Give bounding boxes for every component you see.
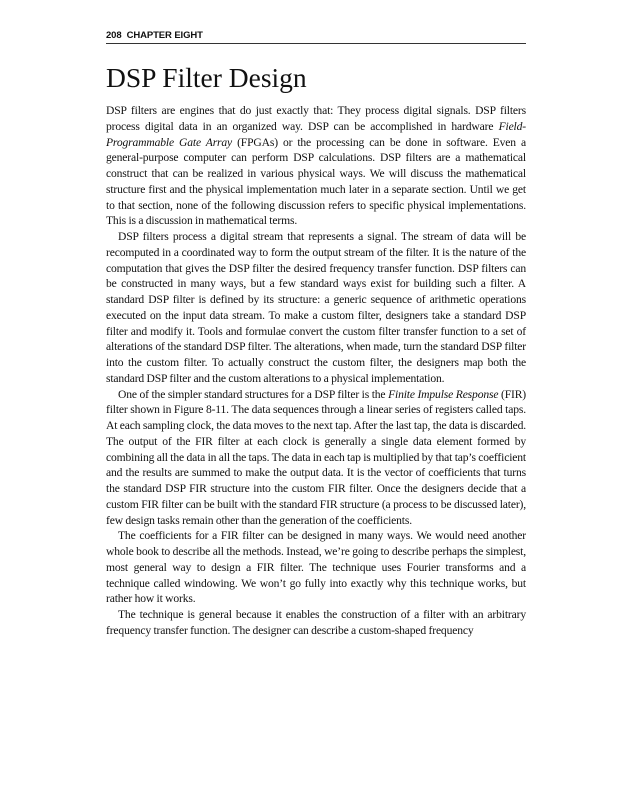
chapter-label: CHAPTER EIGHT	[126, 30, 203, 41]
paragraph-1: DSP filters are engines that do just exactly that: They process digital signals. DSP filters process digital data in an organized way. DSP can be accomplished in hardware Field-Programmable Gate Array (FPGAs) or the processing can be done in software. Even a general-purpose computer can perform DSP calculations. DSP filters are a mathematical construct that can be realized in various physical ways. We will discuss the mathematical structure first and the physical implementation much later in a separate section. Until we get to that section, none of the following discussion refers to specific physical implementations. This is a discussion in mathematical terms.	[106, 104, 526, 228]
paragraph-5: The technique is general because it enables the construction of a filter with an arbitrary frequency transfer function. The designer can describe a custom-shaped frequency	[106, 608, 526, 637]
section-title: DSP Filter Design	[106, 62, 307, 93]
body-text	[106, 103, 526, 639]
page-number: 208	[106, 30, 122, 41]
term-fpga: Field-Programmable Gate Array	[106, 119, 526, 149]
term-fir: Finite Impulse Response	[388, 387, 499, 401]
paragraph-2: DSP filters process a digital stream that represents a signal. The stream of data will be recomputed in a coordinated way to form the output stream of the filter. It is the nature of the computation that gives the DSP filter the desired frequency transfer function. DSP filters can be constructed in many ways, but a few standard ways exist for building such a filter. A standard DSP filter is defined by its structure: a generic sequence of arithmetic operations executed on the input data stream. To make a custom filter, designers take a standard DSP filter and modify it. Tools and formulae convert the custom filter transfer function to a set of alterations of the standard DSP filter. The alterations, when made, turn the standard DSP filter into the custom filter. To actually construct the custom filter, the designers map both the standard DSP filter and the custom alterations to a physical implementation.	[106, 230, 526, 385]
running-header	[106, 30, 526, 41]
paragraph-4: The coefficients for a FIR filter can be designed in many ways. We would need another whole book to describe all the methods. Instead, we’re going to describe perhaps the simplest, most general way to design a FIR filter. The technique uses Fourier transforms and a technique called windowing. We won’t go fully into exactly why this technique works, but rather how it works.	[106, 529, 526, 606]
paragraph-3: One of the simpler standard structures for a DSP filter is the Finite Impulse Response (FIR) filter shown in Figure 8-11. The data sequences through a linear series of registers called taps. At each sampling clock, the data moves to the next tap. After the last tap, the data is discarded. The output of the FIR filter at each clock is generally a single data element formed by combining all the data in all the taps. The data in each tap is multiplied by that tap’s coefficient and the results are summed to make the output data. It is the vector of coefficients that turns the standard DSP FIR structure into the custom FIR filter. Once the designers decide that a custom FIR filter can be built with the standard FIR structure (a process to be discussed later), few design tasks remain other than the generation of the coefficients.	[106, 387, 526, 527]
header-rule	[106, 43, 526, 44]
